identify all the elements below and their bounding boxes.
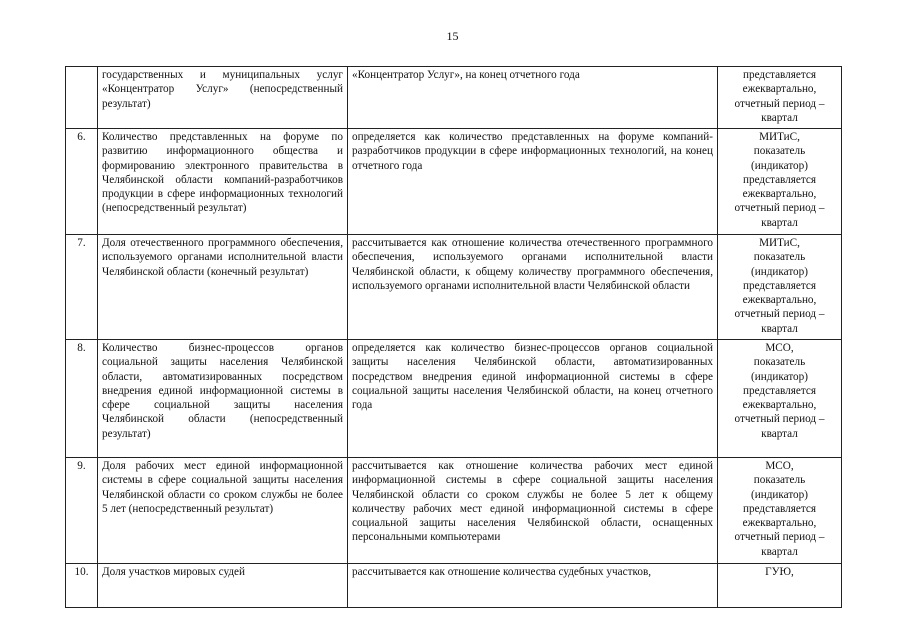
data-source: ГУЮ, xyxy=(718,564,842,608)
row-number xyxy=(66,67,98,129)
calculation-method: рассчитывается как отношение количества рабочих мест единой информационной системы в сфере социальной защиты населения Челябинской области со сроком службы не более 5 лет к общему количеству рабочих мест единой информационной системы в сфере социальной защиты населения Челябинской области, оснащенных персональными компьютерами xyxy=(348,458,718,564)
row-number: 8. xyxy=(66,340,98,458)
table-row xyxy=(66,129,842,235)
calculation-method: определяется как количество бизнес-процессов органов социальной защиты населения Челябинской области, автоматизированных посредством внедрения единой информационной системы в сфере социальной защиты населения Челябинской области, на конец отчетного года xyxy=(348,340,718,458)
table-row xyxy=(66,235,842,340)
data-source: МИТиС, показатель (индикатор) представляется ежеквартально, отчетный период – квартал xyxy=(718,235,842,340)
page-number: 15 xyxy=(446,29,459,43)
table-row xyxy=(66,458,842,564)
data-source: МСО, показатель (индикатор) представляется ежеквартально, отчетный период – квартал xyxy=(718,458,842,564)
indicator-name: Количество бизнес-процессов органов социальной защиты населения Челябинской области, автоматизированных посредством внедрения единой информационной системы в сфере социальной защиты населения Челябинской области (непосредственный результат) xyxy=(98,340,348,458)
indicator-name: государственных и муниципальных услуг «Концентратор Услуг» (непосредственный результат) xyxy=(98,67,348,129)
row-number: 10. xyxy=(66,564,98,608)
table-row xyxy=(66,564,842,608)
table-row xyxy=(66,67,842,129)
indicator-name: Доля отечественного программного обеспечения, используемого органами исполнительной власти Челябинской области (конечный результат) xyxy=(98,235,348,340)
calculation-method: определяется как количество представленных на форуме компаний-разработчиков продукции в сфере информационных технологий, на конец отчетного года xyxy=(348,129,718,235)
data-source: МСО, показатель (индикатор) представляется ежеквартально, отчетный период – квартал xyxy=(718,340,842,458)
data-source: представляется ежеквартально, отчетный период – квартал xyxy=(718,67,842,129)
row-number: 6. xyxy=(66,129,98,235)
table-row xyxy=(66,340,842,458)
indicators-table xyxy=(65,66,842,608)
indicator-name: Доля рабочих мест единой информационной системы в сфере социальной защиты населения Челябинской области со сроком службы не более 5 лет (непосредственный результат) xyxy=(98,458,348,564)
indicator-name: Количество представленных на форуме по развитию информационного общества и формированию электронного правительства в Челябинской области компаний-разработчиков продукции в сфере информационных технологий (непосредственный результат) xyxy=(98,129,348,235)
calculation-method: «Концентратор Услуг», на конец отчетного года xyxy=(348,67,718,129)
data-source: МИТиС, показатель (индикатор) представляется ежеквартально, отчетный период – квартал xyxy=(718,129,842,235)
calculation-method: рассчитывается как отношение количества судебных участков, xyxy=(348,564,718,608)
row-number: 9. xyxy=(66,458,98,564)
indicator-name: Доля участков мировых судей xyxy=(98,564,348,608)
row-number: 7. xyxy=(66,235,98,340)
calculation-method: рассчитывается как отношение количества отечественного программного обеспечения, используемого органами исполнительной власти Челябинской области, к общему количеству программного обеспечения, используемого органами исполнительной власти Челябинской области xyxy=(348,235,718,340)
